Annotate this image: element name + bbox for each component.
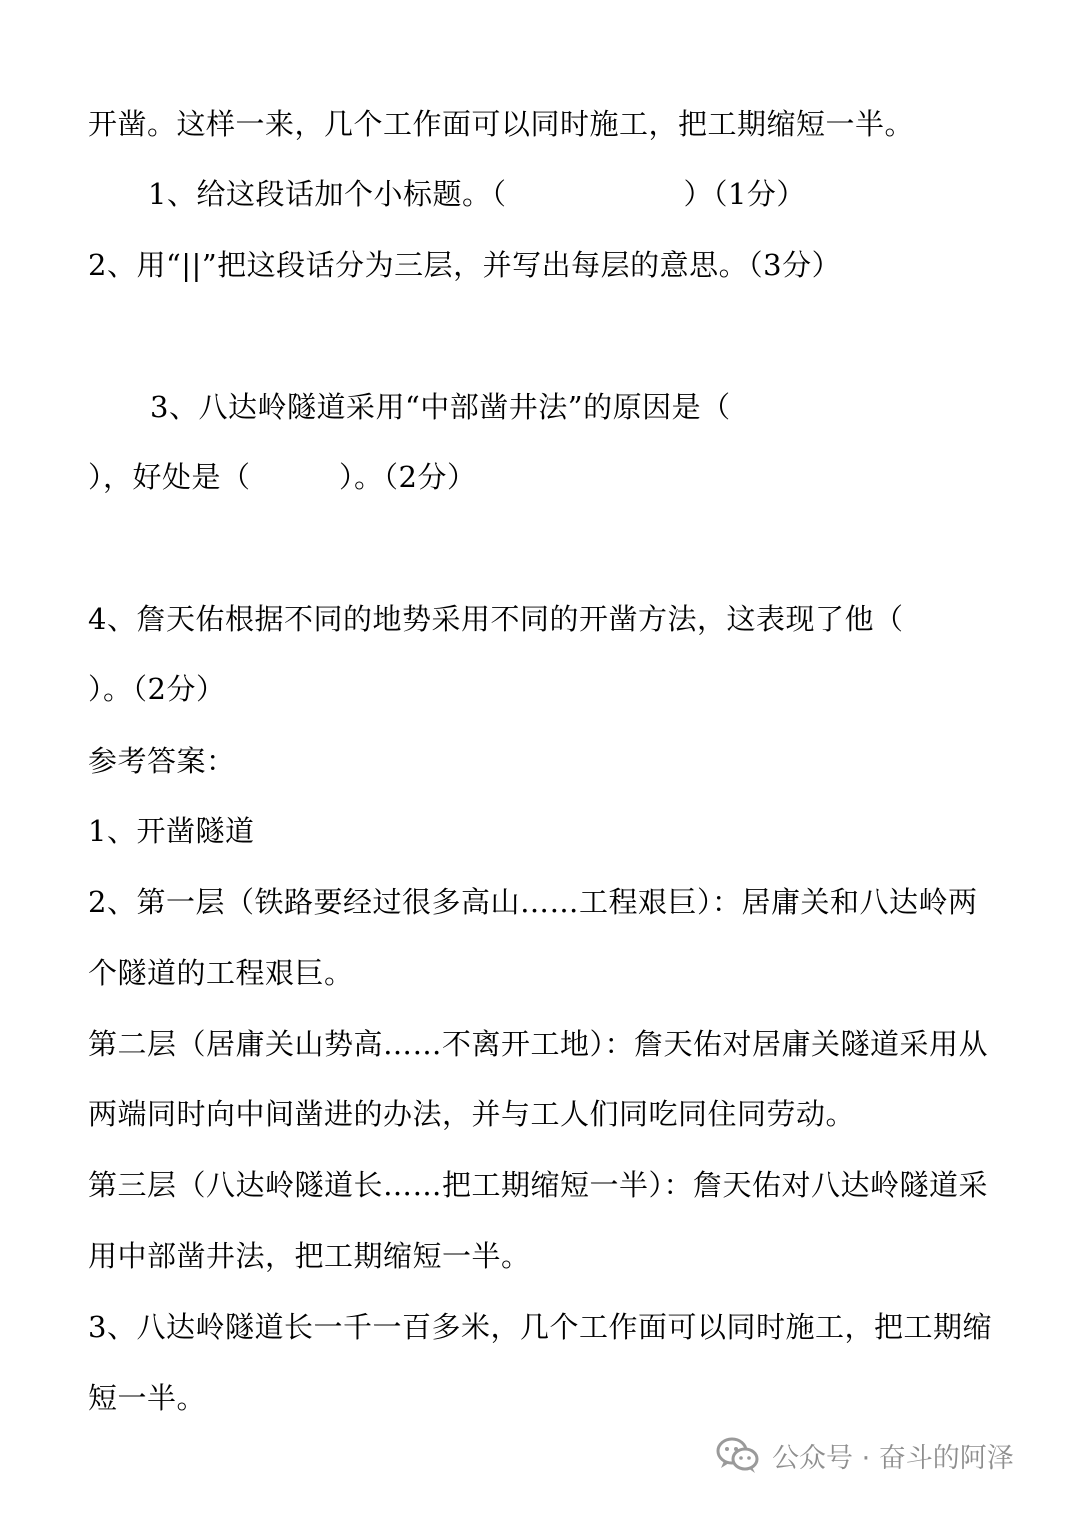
answers-heading: 参考答案：: [88, 744, 236, 778]
watermark: [716, 1430, 1014, 1480]
text-line: 开凿。这样一来，几个工作面可以同时施工，把工期缩短一半。: [88, 107, 915, 141]
answer-1: 1、开凿隧道: [88, 814, 255, 848]
question-4: 4、詹天佑根据不同的地势采用不同的开凿方法，这表现了他（: [88, 602, 904, 636]
watermark-text: 公众号 · 奋斗的阿泽: [772, 1442, 1014, 1474]
answer-2: 2、第一层（铁路要经过很多高山……工程艰巨）：居庸关和八达岭两: [88, 885, 978, 919]
question-3: 3、八达岭隧道采用“中部凿井法”的原因是（: [150, 390, 731, 424]
question-4-continued: ）。（2分）: [88, 672, 226, 706]
answer-2-layer-3-continued: 用中部凿井法，把工期缩短一半。: [88, 1239, 531, 1273]
question-3-continued: ），好处是（ ）。（2分）: [88, 460, 477, 494]
question-2: 2、用“||”把这段话分为三层，并写出每层的意思。（3分）: [88, 248, 842, 282]
answer-2-layer-2: 第二层（居庸关山势高……不离开工地）：詹天佑对居庸关隧道采用从: [88, 1027, 989, 1061]
answer-3-continued: 短一半。: [88, 1381, 207, 1415]
wechat-icon: [716, 1436, 760, 1474]
answer-2-continued: 个隧道的工程艰巨。: [88, 956, 354, 990]
question-1: 1、给这段话加个小标题。（ ）（1分）: [148, 177, 806, 211]
answer-3: 3、八达岭隧道长一千一百多米，几个工作面可以同时施工，把工期缩: [88, 1310, 992, 1344]
answer-2-layer-2-continued: 两端同时向中间凿进的办法，并与工人们同吃同住同劳动。: [88, 1097, 856, 1131]
answer-2-layer-3: 第三层（八达岭隧道长……把工期缩短一半）：詹天佑对八达岭隧道采: [88, 1168, 989, 1202]
